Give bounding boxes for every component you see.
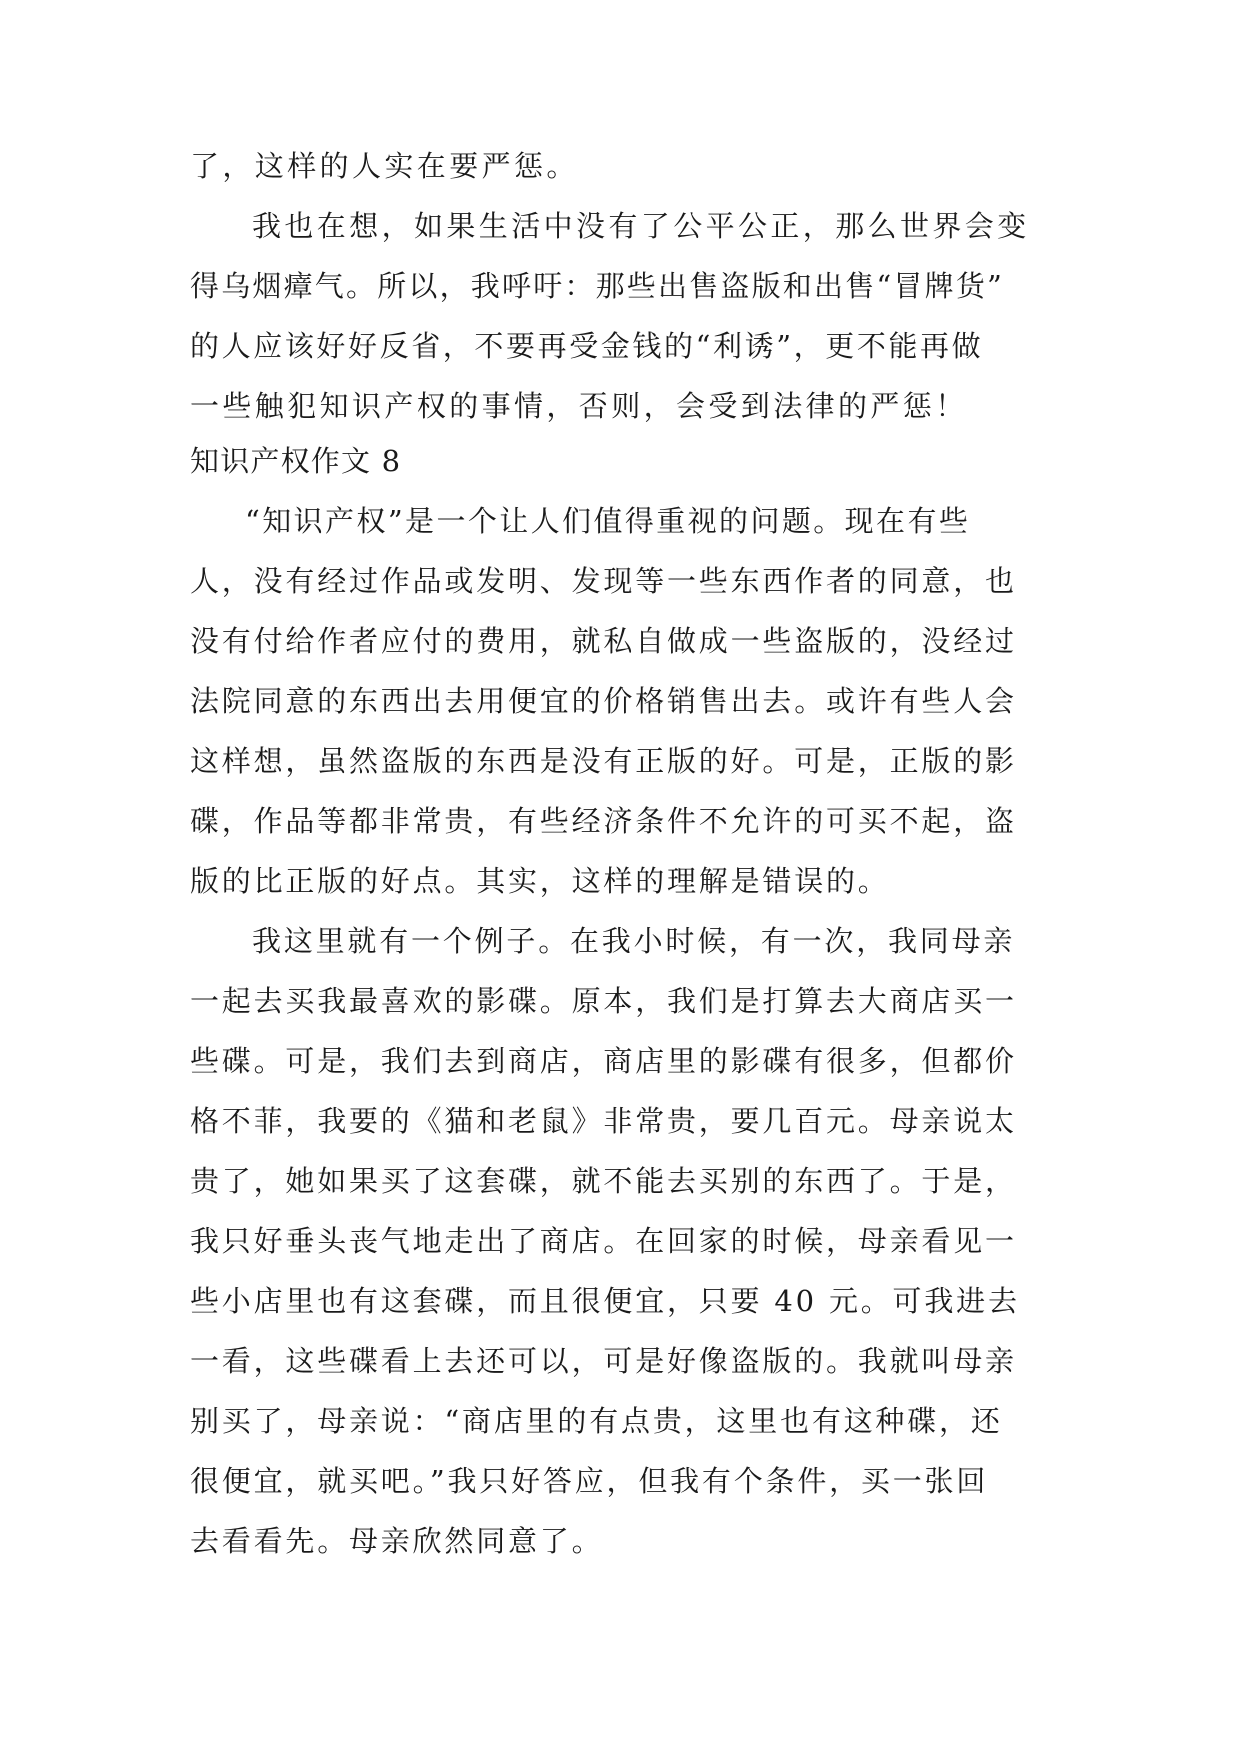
section-heading: 知识产权作文 8	[190, 444, 402, 478]
text-line: 没有付给作者应付的费用，就私自做成一些盗版的，没经过	[190, 624, 1017, 658]
text-line: 些碟。可是，我们去到商店，商店里的影碟有很多，但都价	[190, 1044, 1017, 1078]
text-line: 一看，这些碟看上去还可以，可是好像盗版的。我就叫母亲	[190, 1344, 1017, 1378]
paragraph-start-line: “知识产权”是一个让人们值得重视的问题。现在有些	[245, 504, 971, 538]
text-line: 得乌烟瘴气。所以，我呼吁：那些出售盗版和出售“冒牌货”	[190, 269, 1005, 303]
text-line: 碟，作品等都非常贵，有些经济条件不允许的可买不起，盗	[190, 804, 1017, 838]
text-line: 一些触犯知识产权的事情，否则，会受到法律的严惩！	[190, 389, 968, 423]
text-line: 这样想，虽然盗版的东西是没有正版的好。可是，正版的影	[190, 744, 1017, 778]
paragraph-start-line: 我这里就有一个例子。在我小时候，有一次，我同母亲	[252, 924, 1016, 958]
text-line: 别买了，母亲说：“商店里的有点贵，这里也有这种碟，还	[190, 1404, 1003, 1438]
text-line: 我只好垂头丧气地走出了商店。在回家的时候，母亲看见一	[190, 1224, 1017, 1258]
text-line: 一起去买我最喜欢的影碟。原本，我们是打算去大商店买一	[190, 984, 1017, 1018]
text-line: 贵了，她如果买了这套碟，就不能去买别的东西了。于是，	[190, 1164, 1017, 1198]
text-line: 了，这样的人实在要严惩。	[190, 149, 579, 183]
text-line: 版的比正版的好点。其实，这样的理解是错误的。	[190, 864, 890, 898]
text-line: 很便宜，就买吧。”我只好答应，但我有个条件，买一张回	[190, 1464, 989, 1498]
text-line: 格不菲，我要的《猫和老鼠》非常贵，要几百元。母亲说太	[190, 1104, 1017, 1138]
text-line: 法院同意的东西出去用便宜的价格销售出去。或许有些人会	[190, 684, 1017, 718]
text-line: 的人应该好好反省，不要再受金钱的“利诱”，更不能再做	[190, 329, 984, 363]
text-line: 些小店里也有这套碟，而且很便宜，只要 40 元。可我进去	[190, 1284, 1020, 1318]
text-line: 去看看先。母亲欣然同意了。	[190, 1524, 604, 1558]
text-line: 人，没有经过作品或发明、发现等一些东西作者的同意，也	[190, 564, 1017, 598]
paragraph-start-line: 我也在想，如果生活中没有了公平公正，那么世界会变	[252, 209, 1030, 243]
